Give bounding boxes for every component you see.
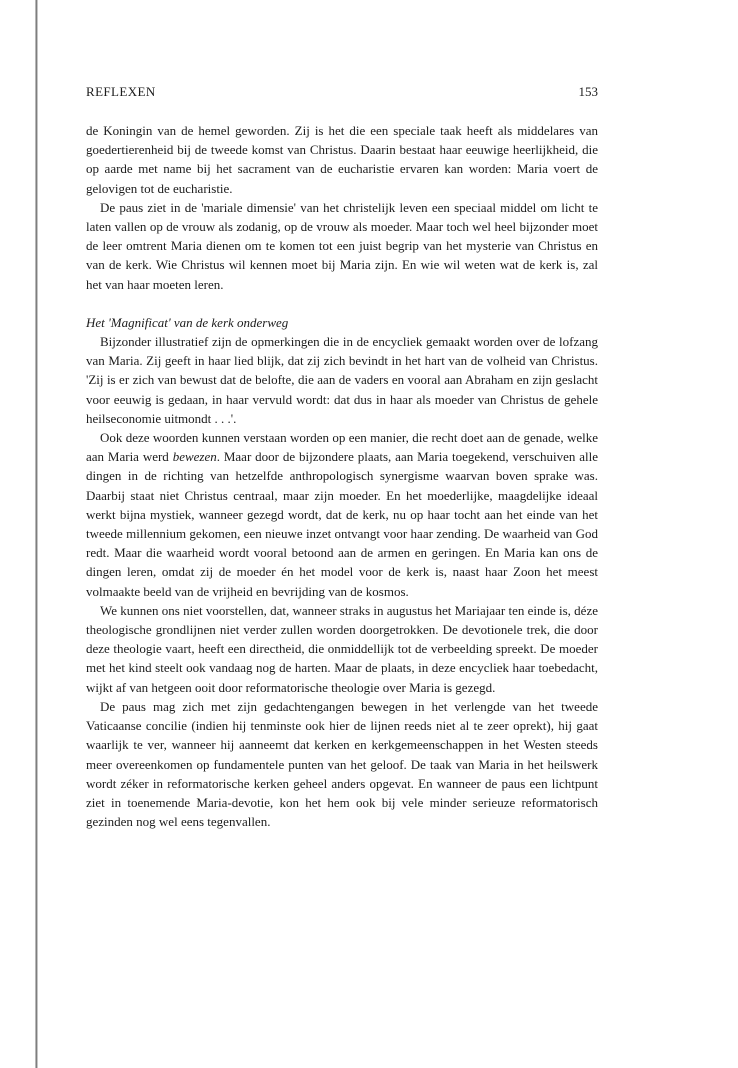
body-text <box>86 121 598 831</box>
paragraph-text: . Maar door de bijzondere plaats, aan Maria toegekend, verschuiven alle dingen in de richting van hetzelfde anthropologisch synergisme waarvan boven sprake was. Daarbij staat niet Christus centraal, maar zijn moeder. En het moederlijke, maagdelijke ideaal werkt bijna mystiek, wanneer gezegd wordt, dat de kerk, nu op haar tocht aan het einde van het tweede millennium gekomen, een nieuwe inzet ontvangt voor haar zending. De waarheid van God redt. Maar die waarheid wordt vooral betoond aan de armen en geringen. En Maria kan ons de dingen leren, omdat zij de moeder én het model voor de kerk is, naast haar Zoon het meest volmaakte beeld van de vrijheid en bevrijding van de kosmos. <box>86 449 598 599</box>
section-paragraph-3: We kunnen ons niet voorstellen, dat, wanneer straks in augustus het Mariajaar ten einde is, déze theologische grondlijnen niet verder zullen worden doorgetrokken. De devotionele trek, die door deze theologie vaart, heeft een directheid, die onmiddellijk tot de verbeelding spreekt. De moeder met het kind steelt ook vandaag nog de harten. Maar de plaats, in deze encycliek haar toebedacht, wijkt af van hetgeen ooit door reformatorische theologie over Maria is gezegd. <box>86 602 598 695</box>
page-number: 153 <box>578 84 598 99</box>
section-heading: Het 'Magnificat' van de kerk onderweg <box>86 314 289 330</box>
scanned-page-edge <box>0 0 38 1068</box>
section-paragraph-4: De paus mag zich met zijn gedachtengangen bewegen in het verlengde van het tweede Vaticaanse concilie (indien hij tenminste ook hier de lijnen reeds niet al te zeer oprekt), hij gaat waarlijk te ver, wanneer hij aanneemt dat kerken en kerkgemeenschappen in het Westen steeds meer overeenkomen op fundamentele punten van het geloof. De taak van Maria in het heilswerk wordt zéker in reformatorische kerken geheel anders opgevat. En wanneer de paus een lichtpunt ziet in toenemende Maria-devotie, kon het hem ook bij vele minder serieuze reformatorisch gezinden nog wel eens tegenvallen. <box>86 698 598 830</box>
running-header <box>86 76 598 98</box>
section-paragraph-1: Bijzonder illustratief zijn de opmerkingen die in de encycliek gemaakt worden over de lofzang van Maria. Zij geeft in haar lied blijk, dat zij zich bevindt in het hart van de volheid van Christus. 'Zij is er zich van bewust dat de belofte, die aan de vaders en vooral aan Abraham en zijn geslacht voor eeuwig is gedaan, in haar vervuld wordt: dat dus in haar als moeder van Christus de gehele heilseconomie uitmondt . . .'. <box>86 334 598 426</box>
paragraph-text: Ook deze woorden kunnen verstaan worden op een manier, die recht doet aan de genade, welke aan Maria werd <box>86 430 598 465</box>
running-title: REFLEXEN <box>86 84 156 99</box>
section-paragraph-2 <box>86 428 598 601</box>
emphasis-text: bewezen <box>172 449 217 465</box>
book-page <box>86 76 598 831</box>
paragraph-1: de Koningin van de hemel geworden. Zij is het die een speciale taak heeft als middelares van goedertierenheid bij de tweede komst van Christus. Daarin bestaat haar eeuwige heerlijkheid, die op aarde met name bij het sacrament van de eucharistie ervaren kan worden: Maria voert de gelovigen tot de eucharistie. <box>86 123 598 196</box>
paragraph-2: De paus ziet in de 'mariale dimensie' van het christelijk leven een speciaal middel om licht te laten vallen op de vrouw als zodanig, op de vrouw als moeder. Maar toch wel heel bijzonder moet de leer omtrent Maria dienen om te komen tot een juist begrip van het mysterie van Christus en van de kerk. Wie Christus wil kennen moet bij Maria zijn. En wie wil weten wat de kerk is, zal het van haar moeten leren. <box>86 199 598 292</box>
